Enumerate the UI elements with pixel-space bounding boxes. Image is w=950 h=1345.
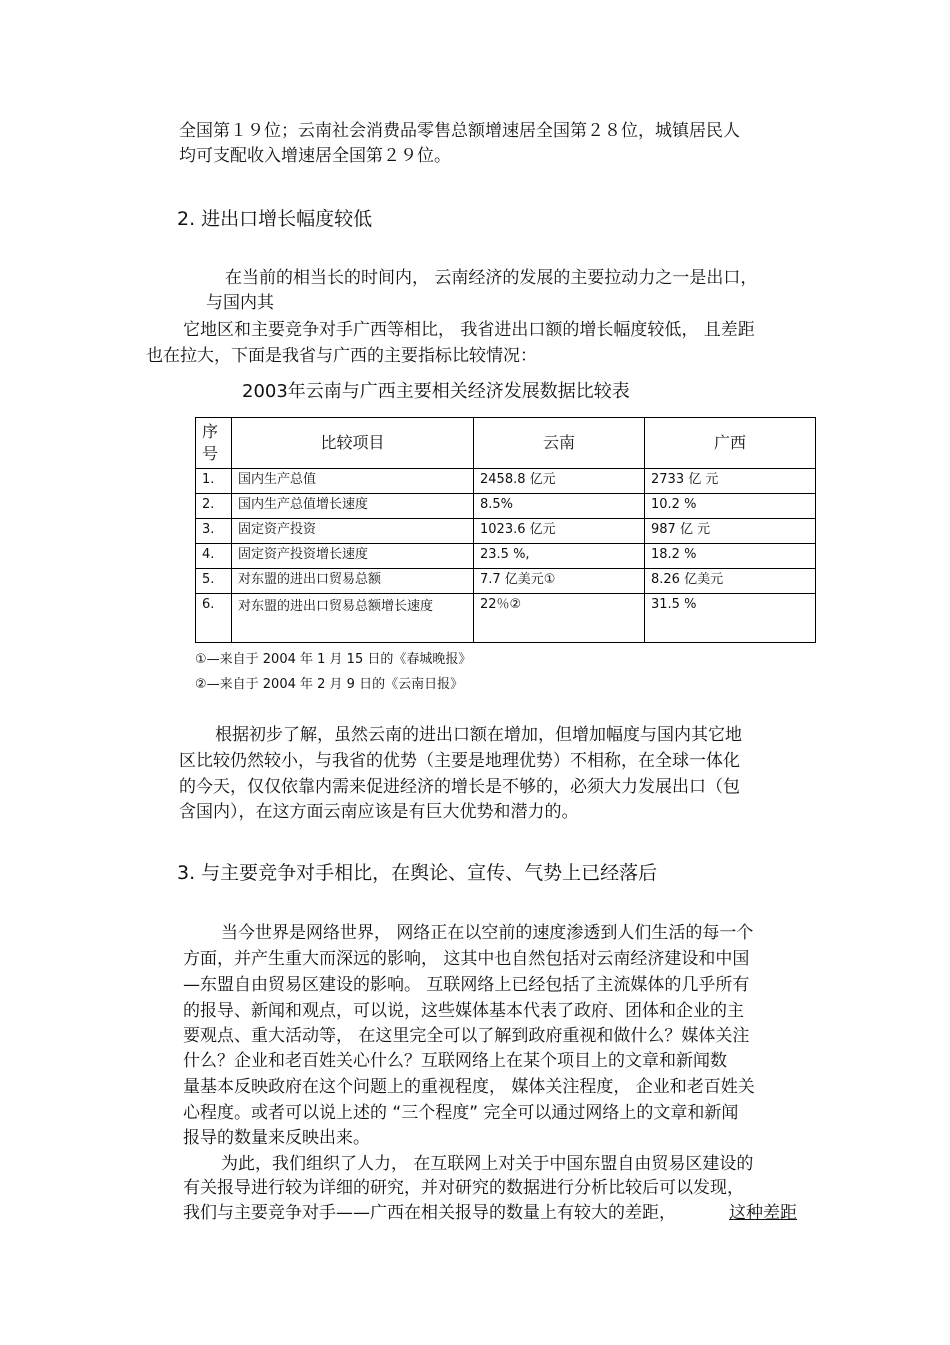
table-row <box>196 519 816 544</box>
section-3-para-1-line: 要观点、重大活动等， 在这里完全可以了解到政府重视和做什么？媒体关注 <box>183 1026 750 1046</box>
cell-seq: 5. <box>196 569 232 594</box>
section-3-para-1-line: 报导的数量来反映出来。 <box>183 1128 370 1148</box>
table-row <box>196 494 816 519</box>
cell-guangxi: 987 亿 元 <box>645 519 816 544</box>
cell-item: 固定资产投资增长速度 <box>232 544 474 569</box>
section-2-heading: 2. 进出口增长幅度较低 <box>177 208 373 230</box>
section-3-para-1-line: 的报导、新闻和观点，可以说，这些媒体基本代表了政府、团体和企业的主 <box>183 1001 744 1021</box>
cell-item: 国内生产总值增长速度 <box>232 494 474 519</box>
section-3-para-2-line: 为此，我们组织了人力， 在互联网上对关于中国东盟自由贸易区建设的 <box>221 1154 754 1174</box>
cell-guangxi: 31.5 % <box>645 594 816 643</box>
cell-guangxi: 18.2 % <box>645 544 816 569</box>
cell-yunnan: 23.5 %, <box>474 544 645 569</box>
cell-item: 固定资产投资 <box>232 519 474 544</box>
header-yunnan: 云南 <box>474 418 645 469</box>
table-row <box>196 569 816 594</box>
section-3-para-1-line: 方面，并产生重大而深远的影响， 这其中也自然包括对云南经济建设和中国 <box>183 949 750 969</box>
section-2-line-2: 与国内其 <box>206 293 274 313</box>
cell-yunnan: 1023.6 亿元 <box>474 519 645 544</box>
table-row <box>196 594 816 643</box>
intro-line-2: 均可支配收入增速居全国第２９位。 <box>179 146 451 166</box>
intro-line-1: 全国第１９位；云南社会消费品零售总额增速居全国第２８位，城镇居民人 <box>179 121 740 141</box>
table-row <box>196 469 816 494</box>
cell-item: 国内生产总值 <box>232 469 474 494</box>
footnote-1: ①—来自于 2004 年 1 月 15 日的《春城晚报》 <box>195 652 472 667</box>
cell-seq: 2. <box>196 494 232 519</box>
cell-seq: 4. <box>196 544 232 569</box>
paragraph-after-table-line: 区比较仍然较小，与我省的优势（主要是地理优势）不相称，在全球一体化 <box>179 751 740 771</box>
cell-guangxi: 10.2 % <box>645 494 816 519</box>
section-3-heading: 3. 与主要竞争对手相比，在舆论、宣传、气势上已经落后 <box>177 862 658 884</box>
cell-seq: 1. <box>196 469 232 494</box>
section-3-para-1-line: —东盟自由贸易区建设的影响。 互联网络上已经包括了主流媒体的几乎所有 <box>183 975 750 995</box>
section-2-line-3: 它地区和主要竞争对手广西等相比， 我省进出口额的增长幅度较低， 且差距 <box>183 320 755 340</box>
cell-guangxi: 2733 亿 元 <box>645 469 816 494</box>
section-3-para-2-line: 我们与主要竞争对手——广西在相关报导的数量上有较大的差距， <box>183 1203 676 1223</box>
section-3-para-1-line: 当今世界是网络世界， 网络正在以空前的速度渗透到人们生活的每一个 <box>221 923 754 943</box>
header-guangxi: 广西 <box>645 418 816 469</box>
section-3-para-1-line: 量基本反映政府在这个问题上的重视程度， 媒体关注程度， 企业和老百姓关 <box>183 1077 755 1097</box>
section-3-para-1-line: 心程度。或者可以说上述的 “三个程度” 完全可以通过网络上的文章和新闻 <box>183 1103 739 1123</box>
comparison-table <box>195 417 816 643</box>
section-3-underlined-tail: 这种差距 <box>729 1203 797 1223</box>
cell-yunnan: 2458.8 亿元 <box>474 469 645 494</box>
section-3-para-1-line: 什么？企业和老百姓关心什么？互联网络上在某个项目上的文章和新闻数 <box>183 1051 727 1071</box>
cell-yunnan: 22％② <box>474 594 645 643</box>
header-seq: 序号 <box>196 418 232 469</box>
cell-item: 对东盟的进出口贸易总额 <box>232 569 474 594</box>
cell-guangxi: 8.26 亿美元 <box>645 569 816 594</box>
cell-seq: 6. <box>196 594 232 643</box>
section-2-line-1: 在当前的相当长的时间内， 云南经济的发展的主要拉动力之一是出口， <box>225 268 758 288</box>
section-3-para-2-line: 有关报导进行较为详细的研究，并对研究的数据进行分析比较后可以发现， <box>183 1178 744 1198</box>
table-header-row <box>196 418 816 469</box>
cell-seq: 3. <box>196 519 232 544</box>
cell-item: 对东盟的进出口贸易总额增长速度 <box>232 594 474 643</box>
footnote-2: ②—来自于 2004 年 2 月 9 日的《云南日报》 <box>195 677 464 692</box>
paragraph-after-table-line: 的今天，仅仅依靠内需来促进经济的增长是不够的，必须大力发展出口（包 <box>179 777 740 797</box>
table-caption: 2003年云南与广西主要相关经济发展数据比较表 <box>242 381 630 402</box>
cell-yunnan: 7.7 亿美元① <box>474 569 645 594</box>
table-row <box>196 544 816 569</box>
paragraph-after-table-line: 根据初步了解，虽然云南的进出口额在增加，但增加幅度与国内其它地 <box>215 725 742 745</box>
cell-yunnan: 8.5% <box>474 494 645 519</box>
paragraph-after-table-line: 含国内），在这方面云南应该是有巨大优势和潜力的。 <box>179 802 579 822</box>
section-2-line-4: 也在拉大，下面是我省与广西的主要指标比较情况： <box>146 346 537 366</box>
header-item: 比较项目 <box>232 418 474 469</box>
